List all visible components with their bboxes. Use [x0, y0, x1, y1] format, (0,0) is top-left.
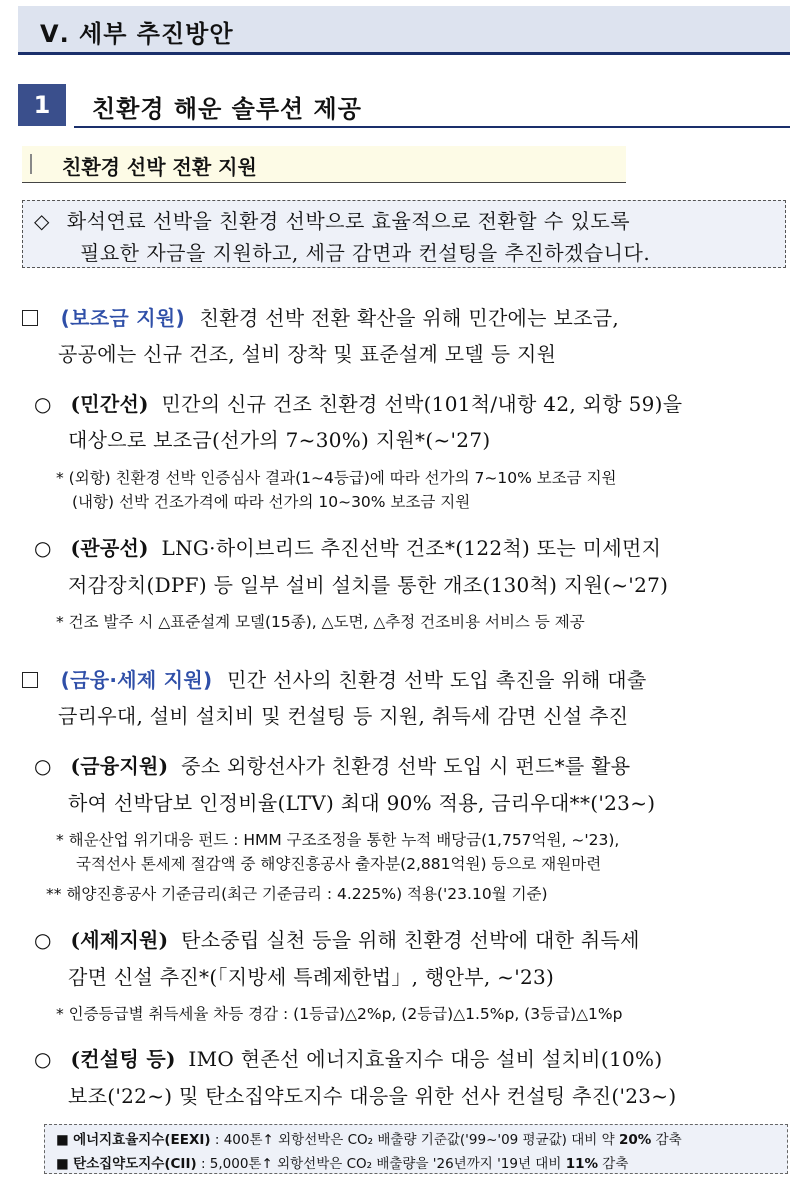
bullet-circle-icon: ○: [34, 392, 52, 416]
intro-line-1: ◇ 화석연료 선박을 친환경 선박으로 효율적으로 전환할 수 있도록: [34, 209, 631, 233]
block1-item1-line-2: 대상으로 보조금(선가의 7~30%) 지원*(~'27): [68, 428, 491, 452]
block2-item1-note-1: * 해운산업 위기대응 펀드 : HMM 구조조정을 통한 누적 배당금(1,757억원, ~'23),: [56, 831, 620, 849]
block1-item1-line-1: ○ (민간선) 민간의 신규 건조 친환경 선박(101척/내항 42, 외항 59)을: [34, 392, 683, 416]
square-bullet-icon: ■: [56, 1132, 69, 1148]
bullet-circle-icon: ○: [34, 928, 52, 952]
block1-item1-note-2: (내항) 선박 건조가격에 따라 선가의 10~30% 보조금 지원: [72, 493, 471, 511]
block1-item1-note-1: * (외항) 친환경 선박 인증심사 결과(1~4등급)에 따라 선가의 7~10% 보조금 지원: [56, 469, 617, 487]
block1-tag: (보조금 지원): [60, 306, 185, 330]
block1-line-1: (보조금 지원) 친환경 선박 전환 확산을 위해 민간에는 보조금,: [22, 302, 619, 331]
block2-line-2: 금리우대, 설비 설치비 및 컨설팅 등 지원, 취득세 감면 신설 추진: [58, 704, 629, 728]
block1-item2-line-2: 저감장치(DPF) 등 일부 설비 설치를 통한 개조(130척) 지원(~'27): [68, 573, 669, 597]
block2-line-1: (금융·세제 지원) 민간 선사의 친환경 선박 도입 촉진을 위해 대출: [22, 664, 647, 693]
block2-item1-note-2: 국적선사 톤세제 절감액 중 해양진흥공사 출자분(2,881억원) 등으로 재원마련: [76, 855, 602, 873]
section-number: 1: [18, 84, 66, 126]
block2-item3-line-2: 보조('22~) 및 탄소집약도지수 대응을 위한 선사 컨설팅 추진('23~): [68, 1084, 677, 1108]
footnote-cii: ■ 탄소집약도지수(CII) : 5,000톤↑ 외항선박은 CO₂ 배출량을 '26년까지 '19년 대비 11% 감축: [56, 1156, 629, 1172]
block2-item1-line-1: ○ (금융지원) 중소 외항선사가 친환경 선박 도입 시 펀드*를 활용: [34, 754, 631, 778]
block2-item2-line-2: 감면 신설 추진*(「지방세 특례제한법」, 행안부, ~'23): [68, 965, 555, 989]
block2-item1-note-3: ** 해양진흥공사 기준금리(최근 기준금리 : 4.225%) 적용('23.10월 기준): [46, 885, 548, 903]
subsection-marker: [30, 154, 32, 174]
square-bullet-icon: ■: [56, 1156, 69, 1172]
block2-tag: (금융·세제 지원): [60, 668, 213, 692]
block1-item2-line-1: ○ (관공선) LNG·하이브리드 추진선박 건조*(122척) 또는 미세먼지: [34, 536, 662, 560]
bullet-circle-icon: ○: [34, 754, 52, 778]
checkbox-square-icon: [22, 310, 38, 326]
block1-line-2: 공공에는 신규 건조, 설비 장착 및 표준설계 모델 등 지원: [58, 342, 557, 366]
chapter-title: Ⅴ. 세부 추진방안: [40, 20, 234, 48]
block2-item1-line-2: 하여 선박담보 인정비율(LTV) 최대 90% 적용, 금리우대**('23~): [68, 791, 656, 815]
section-underline: [74, 126, 790, 128]
section-title: 친환경 해운 솔루션 제공: [92, 95, 362, 123]
subsection-title: 친환경 선박 전환 지원: [62, 155, 257, 179]
block2-item3-line-1: ○ (컨설팅 등) IMO 현존선 에너지효율지수 대응 설비 설치비(10%): [34, 1047, 663, 1071]
intro-line-2: 필요한 자금을 지원하고, 세금 감면과 컨설팅을 추진하겠습니다.: [80, 241, 651, 265]
checkbox-square-icon: [22, 672, 38, 688]
block2-item2-line-1: ○ (세제지원) 탄소중립 실천 등을 위해 친환경 선박에 대한 취득세: [34, 928, 640, 952]
block2-item2-note-1: * 인증등급별 취득세율 차등 경감 : (1등급)△2%p, (2등급)△1.5%p, (3등급)△1%p: [56, 1005, 623, 1023]
diamond-icon: ◇: [34, 209, 50, 233]
footnote-eexi: ■ 에너지효율지수(EEXI) : 400톤↑ 외항선박은 CO₂ 배출량 기준값('99~'09 평균값) 대비 약 20% 감축: [56, 1132, 682, 1148]
bullet-circle-icon: ○: [34, 1047, 52, 1071]
bullet-circle-icon: ○: [34, 536, 52, 560]
block1-item2-note-1: * 건조 발주 시 △표준설계 모델(15종), △도면, △추정 건조비용 서비스 등 제공: [56, 613, 585, 631]
